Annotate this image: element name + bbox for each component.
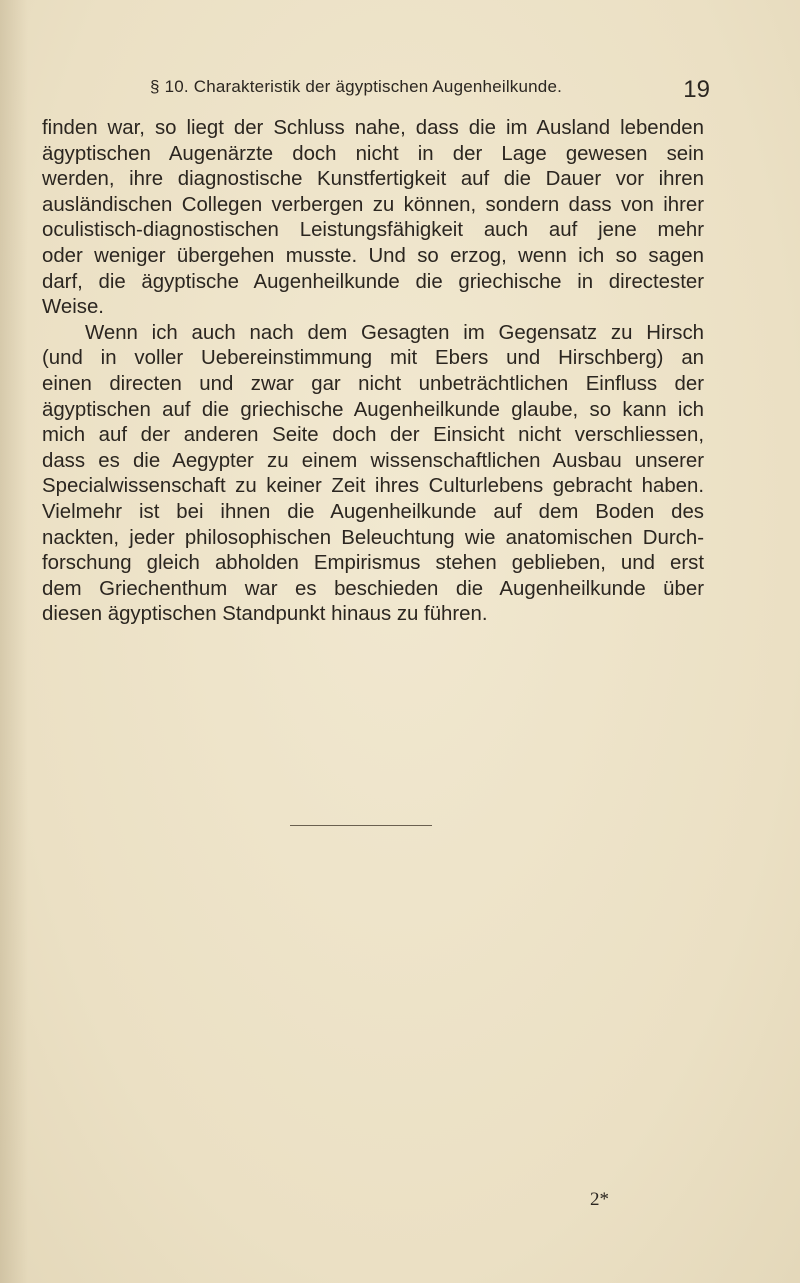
text-line: oder weniger übergehen musste. Und so erzog, wenn ich so sagen	[42, 244, 704, 267]
text-line: dem Griechenthum war es beschieden die Augenheilkunde über	[42, 577, 704, 600]
paragraph-1	[42, 116, 704, 321]
text-line: diesen ägyptischen Standpunkt hinaus zu führen.	[42, 603, 488, 626]
text-line: ägyptischen Augenärzte doch nicht in der Lage gewesen sein	[42, 142, 704, 165]
text-line: Vielmehr ist bei ihnen die Augenheilkunde auf dem Boden des	[42, 500, 704, 523]
text-line: (und in voller Uebereinstimmung mit Ebers und Hirschberg) an	[42, 347, 704, 370]
text-line: oculistisch-diagnostischen Leistungsfähigkeit auch auf jene mehr	[42, 219, 704, 242]
section-heading: § 10. Charakteristik der ägyptischen Augenheilkunde.	[150, 77, 563, 96]
text-line: ausländischen Collegen verbergen zu können, sondern dass von ihrer	[42, 193, 704, 216]
text-line: dass es die Aegypter zu einem wissenschaftlichen Ausbau unserer	[42, 449, 704, 472]
page-number: 19	[683, 76, 710, 103]
text-line: mich auf der anderen Seite doch der Einsicht nicht verschliessen,	[42, 424, 704, 447]
text-line: werden, ihre diagnostische Kunstfertigkeit auf die Dauer vor ihren	[42, 168, 704, 191]
running-head	[150, 74, 710, 104]
paragraph-2	[42, 321, 704, 628]
text-line: einen directen und zwar gar nicht unbeträchtlichen Einfluss der	[42, 372, 704, 395]
text-line: ägyptischen auf die griechische Augenheilkunde glaube, so kann ich	[42, 398, 704, 421]
text-line: forschung gleich abholden Empirismus stehen geblieben, und erst	[42, 552, 704, 575]
spine-shadow	[0, 0, 28, 1283]
text-line: Specialwissenschaft zu keiner Zeit ihres Culturlebens gebracht haben.	[42, 475, 704, 498]
printer-signature: 2*	[590, 1189, 609, 1210]
text-line: darf, die ägyptische Augenheilkunde die griechische in directester	[42, 270, 704, 293]
text-line: Weise.	[42, 296, 104, 319]
section-divider	[290, 825, 432, 826]
text-line: Wenn ich auch nach dem Gesagten im Gegensatz zu Hirsch	[85, 321, 704, 344]
text-line: finden war, so liegt der Schluss nahe, dass die im Ausland lebenden	[42, 117, 704, 139]
body-text	[42, 116, 704, 628]
text-line: nackten, jeder philosophischen Beleuchtung wie anatomischen Durch-	[42, 526, 704, 549]
